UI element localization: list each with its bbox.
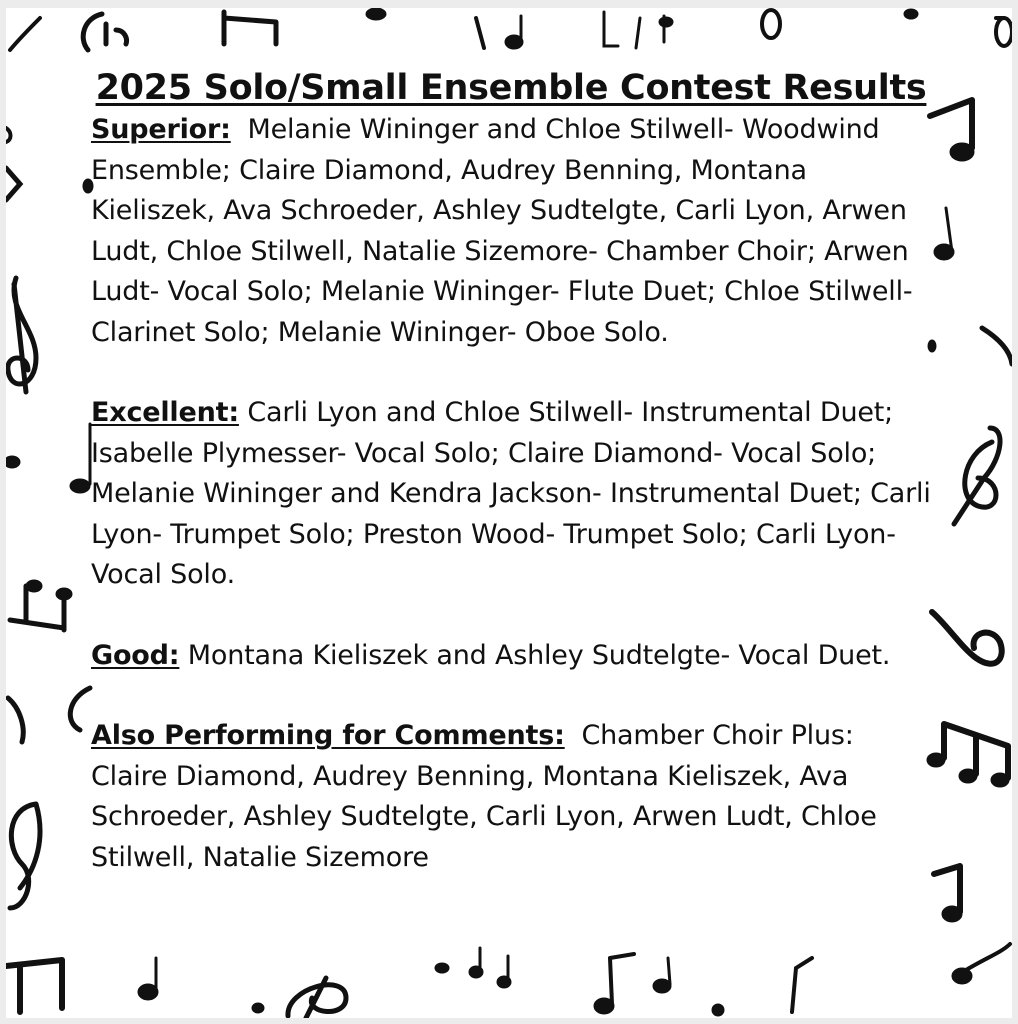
music-note-icon xyxy=(435,963,449,973)
superior-text: Melanie Wininger and Chloe Stilwell- Woodwind Ensemble; Claire Diamond, Audrey Benning, Montana Kieliszek, Ava Schroeder, Ashley Sudtelgte, Carli Lyon, Arwen Ludt, Chloe Stilwell, Natalie Sizemore- Chamber Choir; Arwen Ludt- Vocal Solo; Melanie Wininger- Flute Duet; Chloe Stilwell- Clarinet Solo; Melanie Wininger- Oboe Solo. xyxy=(91,114,913,348)
superior-section xyxy=(91,110,931,353)
good-section xyxy=(91,636,931,677)
music-note-icon xyxy=(6,456,20,468)
music-note-icon xyxy=(668,958,670,984)
music-note-icon xyxy=(996,18,1012,46)
music-note-icon xyxy=(6,168,20,200)
good-text: Montana Kieliszek and Ashley Sudtelgte- Vocal Duet. xyxy=(187,639,891,671)
treble-clef-icon xyxy=(288,978,346,1018)
treble-clef-icon xyxy=(954,428,1000,524)
music-note-icon xyxy=(659,17,673,27)
superior-label: Superior: xyxy=(91,114,231,145)
music-note-icon xyxy=(480,948,508,980)
music-note-icon xyxy=(904,9,918,19)
beamed-notes-icon xyxy=(930,100,972,148)
music-note-icon xyxy=(252,1003,264,1013)
music-note-icon xyxy=(469,966,483,978)
music-note-icon xyxy=(952,968,972,984)
music-note-icon xyxy=(497,976,511,988)
music-note-icon xyxy=(6,128,11,142)
music-note-icon xyxy=(942,906,962,922)
music-note-icon xyxy=(594,998,614,1014)
good-label: Good: xyxy=(91,639,180,671)
music-note-icon xyxy=(712,1004,724,1016)
music-note-icon xyxy=(56,588,72,600)
beamed-notes-icon xyxy=(224,12,276,44)
music-note-icon xyxy=(70,688,90,730)
music-note-icon xyxy=(934,244,954,260)
bass-clef-icon xyxy=(10,804,40,908)
treble-clef-icon xyxy=(8,278,36,392)
music-note-icon xyxy=(476,18,484,48)
music-note-icon xyxy=(966,944,1010,970)
beamed-notes-icon xyxy=(934,866,960,912)
music-note-icon xyxy=(991,773,1009,787)
comments-section xyxy=(91,716,931,878)
music-note-icon xyxy=(604,12,618,46)
beamed-notes-icon xyxy=(610,954,634,1004)
bass-clef-icon xyxy=(932,612,1002,664)
music-note-icon xyxy=(10,18,40,50)
music-note-icon xyxy=(959,769,977,783)
music-note-icon xyxy=(366,8,386,20)
music-note-icon xyxy=(982,328,1012,364)
music-note-icon xyxy=(83,14,126,50)
excellent-section xyxy=(91,393,931,596)
music-note-icon xyxy=(792,958,812,1012)
results-content xyxy=(91,68,931,918)
music-note-icon xyxy=(653,979,671,993)
beamed-notes-icon xyxy=(6,960,62,1012)
comments-label: Also Performing for Comments: xyxy=(91,720,565,751)
comments-text: Chamber Choir Plus: Claire Diamond, Audrey Benning, Montana Kieliszek, Ava Schroeder, Ashley Sudtelgte, Carli Lyon, Arwen Ludt, Chloe Stilwell, Natalie Sizemore xyxy=(91,720,877,873)
music-note-icon xyxy=(70,479,90,493)
music-note-icon xyxy=(762,10,780,38)
music-note-icon xyxy=(26,580,42,592)
flyer-card xyxy=(6,8,1012,1018)
music-note-icon xyxy=(8,698,23,742)
page-title: 2025 Solo/Small Ensemble Contest Results xyxy=(95,68,927,108)
excellent-label: Excellent: xyxy=(91,397,239,428)
music-note-icon xyxy=(950,143,974,161)
excellent-text: Carli Lyon and Chloe Stilwell- Instrumental Duet; Isabelle Plymesser- Vocal Solo; Claire Diamond- Vocal Solo; Melanie Wininger and Kendra Jackson- Instrumental Duet; Carli Lyon- Trumpet Solo; Preston Wood- Trumpet Solo; Carli Lyon- Vocal Solo. xyxy=(91,397,931,590)
beamed-notes-icon xyxy=(944,724,1008,778)
music-note-icon xyxy=(505,35,523,49)
